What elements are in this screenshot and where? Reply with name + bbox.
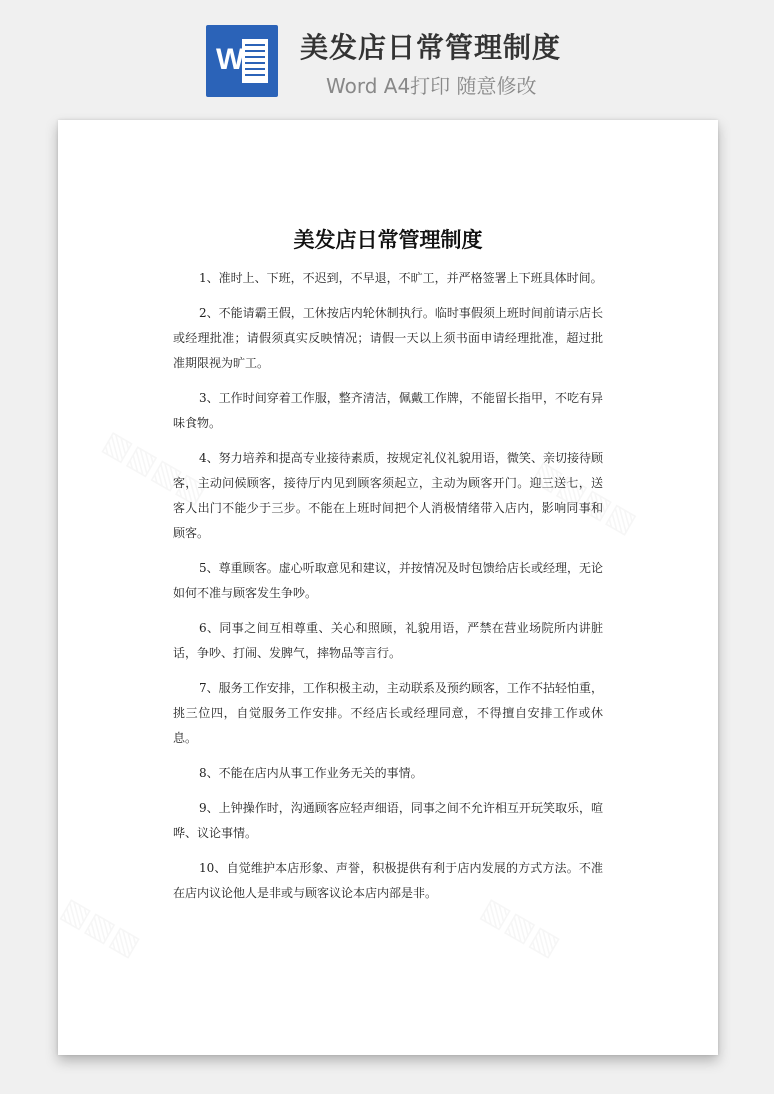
paragraph-2: 2、不能请霸王假，工休按店内轮休制执行。临时事假须上班时间前请示店长或经理批准；请假须真实反映情况；请假一天以上须书面申请经理批准，超过批准期限视为旷工。 bbox=[173, 306, 603, 370]
paragraph-1: 1、准时上、下班，不迟到，不早退，不旷工，并严格签署上下班具体时间。 bbox=[199, 271, 603, 285]
watermark-mark bbox=[58, 891, 146, 964]
word-document-icon bbox=[206, 25, 278, 97]
document-body bbox=[173, 266, 603, 916]
paragraph-10: 10、自觉维护本店形象、声誉，积极提供有利于店内发展的方式方法。不准在店内议论他人是非或与顾客议论本店内部是非。 bbox=[173, 861, 603, 900]
paragraph-6: 6、同事之间互相尊重、关心和照顾，礼貌用语，严禁在营业场院所内讲脏话，争吵、打闹、发脾气，摔物品等言行。 bbox=[173, 621, 603, 660]
preview-banner bbox=[0, 0, 774, 112]
banner-subtitle: Word A4打印 随意修改 bbox=[326, 74, 537, 98]
document-page bbox=[58, 120, 718, 1055]
document-title: 美发店日常管理制度 bbox=[293, 228, 483, 252]
paragraph-3: 3、工作时间穿着工作服，整齐清洁，佩戴工作牌，不能留长指甲，不吃有异味食物。 bbox=[173, 391, 603, 430]
paragraph-4: 4、努力培养和提高专业接待素质，按规定礼仪礼貌用语，微笑、亲切接待顾客，主动问候顾客，接待厅内见到顾客须起立，主动为顾客开门。迎三送七，送客人出门不能少于三步。不能在上班时间把个人消极情绪带入店内，影响同事和顾客。 bbox=[173, 451, 603, 540]
paragraph-9: 9、上钟操作时，沟通顾客应轻声细语，同事之间不允许相互开玩笑取乐，喧哗、议论事情。 bbox=[173, 801, 603, 840]
paragraph-5: 5、尊重顾客。虚心听取意见和建议，并按情况及时包馈给店长或经理，无论如何不准与顾客发生争吵。 bbox=[173, 561, 603, 600]
word-icon-letter: W bbox=[216, 43, 245, 76]
paragraph-8: 8、不能在店内从事工作业务无关的事情。 bbox=[199, 766, 423, 780]
paragraph-7: 7、服务工作安排，工作积极主动，主动联系及预约顾客，工作不拈轻怕重，挑三位四，自觉服务工作安排。不经店长或经理同意，不得擅自安排工作或休息。 bbox=[173, 681, 603, 745]
document-lines-graphic bbox=[242, 39, 268, 83]
banner-title: 美发店日常管理制度 bbox=[300, 31, 562, 64]
